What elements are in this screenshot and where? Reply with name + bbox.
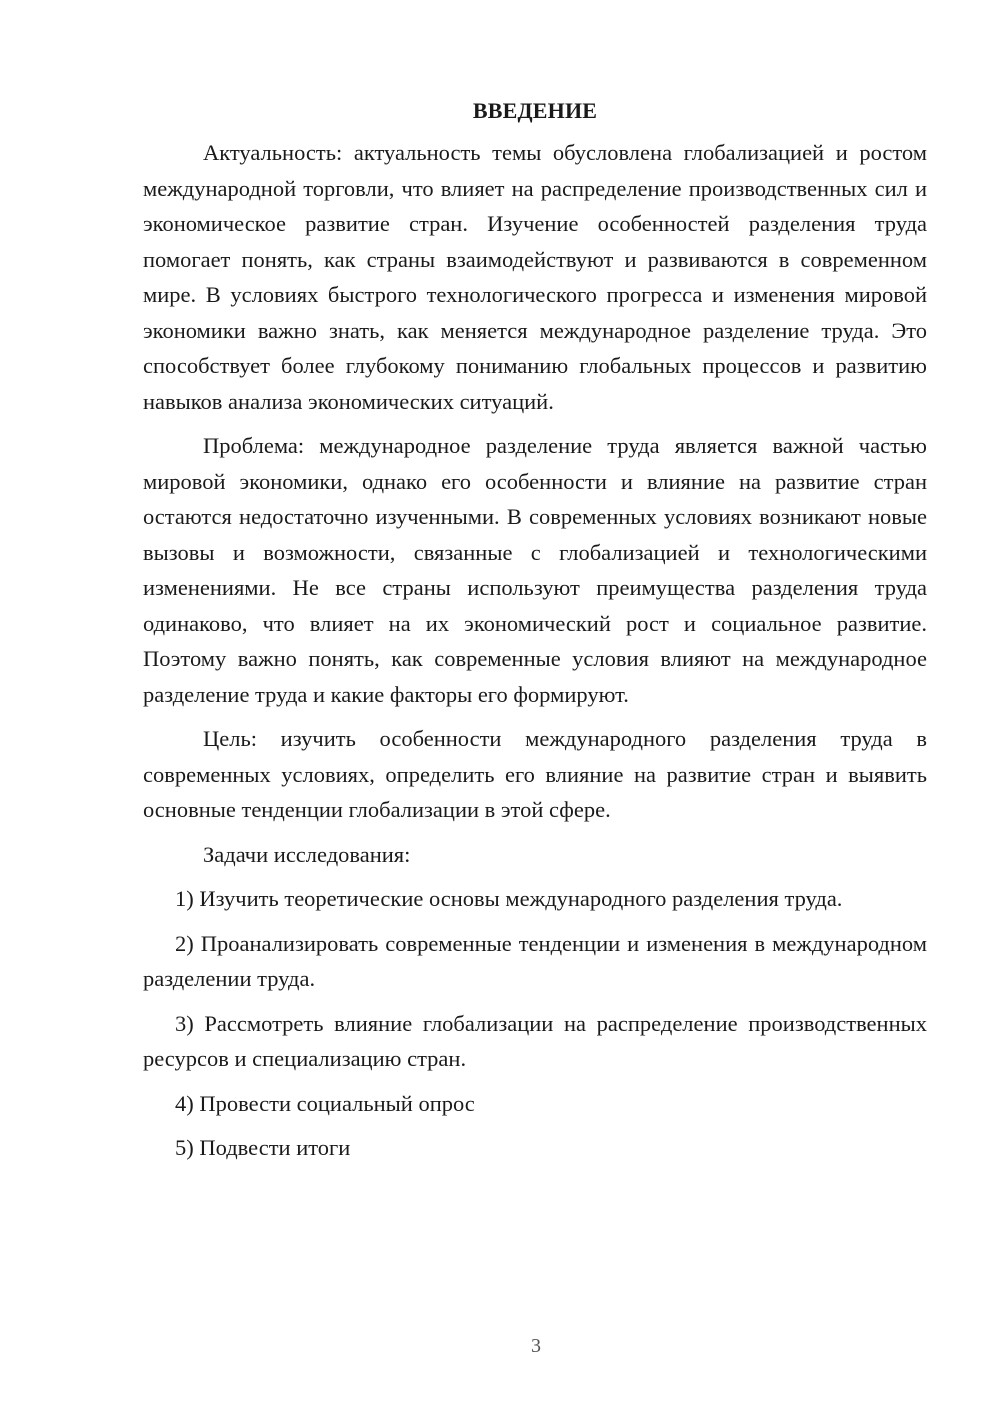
paragraph-problem: Проблема: международное разделение труда является важной частью мировой экономики, однако его особенности и влияние на развитие стран остаются недостаточно изученными. В современных условиях возникают новые вызовы и возможности, связанные с глобализацией и технологическими изменениями. Не все страны используют преимущества разделения труда одинаково, что влияет на их экономический рост и социальное развитие. Поэтому важно понять, как современные условия влияют на международное разделение труда и какие факторы его формируют. [143, 433, 927, 707]
page-content [143, 96, 927, 1166]
task-item-1: 1) Изучить теоретические основы международного разделения труда. [175, 886, 843, 911]
task-item-5: 5) Подвести итоги [175, 1135, 351, 1160]
paragraph-relevance: Актуальность: актуальность темы обусловлена глобализацией и ростом международной торговли, что влияет на распределение производственных сил и экономическое развитие стран. Изучение особенностей разделения труда помогает понять, как страны взаимодействуют и развиваются в современном мире. В условиях быстрого технологического прогресса и изменения мировой экономики важно знать, как меняется международное разделение труда. Это способствует более глубокому пониманию глобальных процессов и развитию навыков анализа экономических ситуаций. [143, 140, 927, 414]
paragraph-goal: Цель: изучить особенности международного разделения труда в современных условиях, определить его влияние на развитие стран и выявить основные тенденции глобализации в этой сфере. [143, 726, 927, 822]
page-number: 3 [531, 1335, 541, 1357]
tasks-heading: Задачи исследования: [203, 841, 411, 867]
task-item-2: 2) Проанализировать современные тенденции и изменения в международном разделении труда. [143, 930, 927, 991]
task-item-4: 4) Провести социальный опрос [175, 1090, 475, 1116]
section-title: ВВЕДЕНИЕ [472, 98, 598, 123]
task-item-3: 3) Рассмотреть влияние глобализации на распределение производственных ресурсов и специализацию стран. [143, 1010, 927, 1071]
